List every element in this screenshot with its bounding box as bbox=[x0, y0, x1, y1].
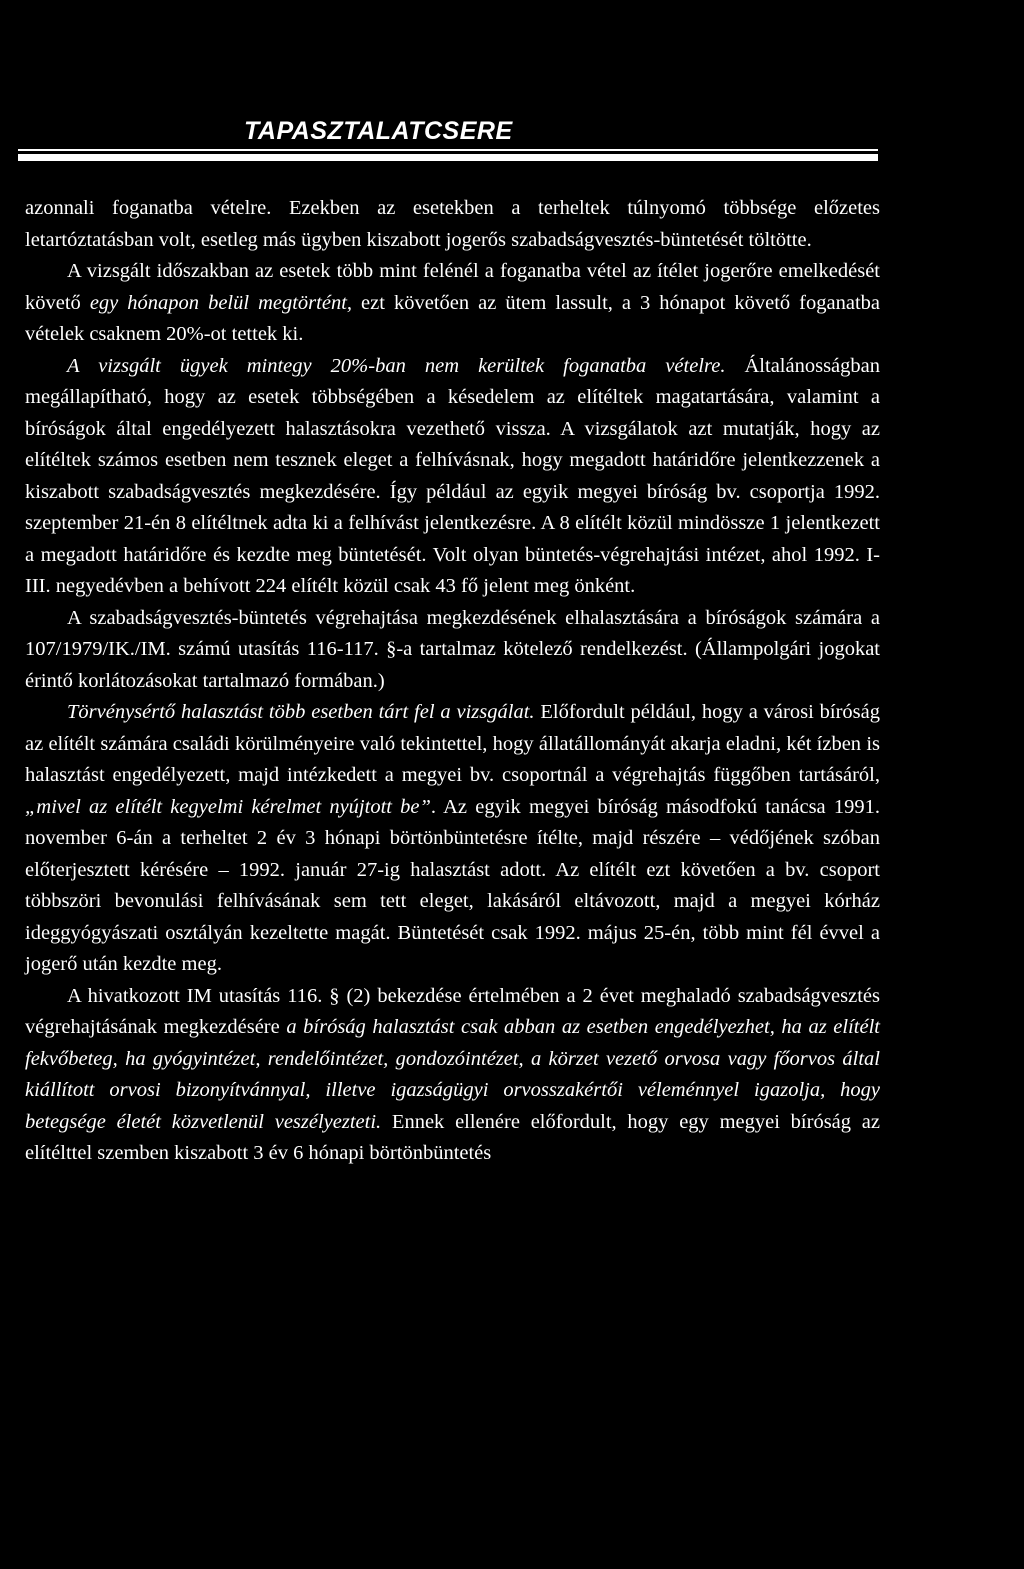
paragraph-3-emphasis: A vizsgált ügyek mintegy 20%-ban nem kerültek foganatba vételre. bbox=[67, 354, 726, 377]
paragraph-6-text-a: A hivatkozott IM utasítás 116. § (2) bekezdése értelmében a 2 évet meghaladó szabadságvesztés végrehajtásának megkezdésére bbox=[25, 984, 880, 1038]
paragraph-6 bbox=[25, 981, 880, 1170]
paragraph-3 bbox=[25, 351, 880, 603]
paragraph-1 bbox=[25, 193, 880, 256]
paragraph-5-emphasis: Törvénysértő halasztást több esetben tárt fel a vizsgálat. bbox=[67, 701, 535, 723]
paragraph-4-text: A szabadságvesztés-büntetés végrehajtása megkezdésének elhalasztására a bíróságok számára a 107/1979/IK./IM. számú utasítás 116-117. §-a tartalmaz kötelező rendelkezést. (Állampolgári jogokat érintő korlátozásokat tartalmazó formában.) bbox=[25, 606, 880, 692]
article-body bbox=[25, 193, 880, 1170]
paragraph-6-text-b: Ennek ellenére előfordult, hogy egy megyei bíróság az elítélttel szemben kiszabott 3 év 6 hónapi börtönbüntetés bbox=[25, 1110, 880, 1164]
page-header bbox=[18, 112, 878, 162]
paragraph-5-text-b: . Az egyik megyei bíróság másodfokú tanácsa 1991. november 6-án a terheltet 2 év 3 hónapi börtönbüntetésre ítélte, majd részére – védőjének szóban előterjesztett kérésére – 1992. január 27-ig halasztást adott. Az elítélt ezt követően a bv. csoport többszöri bevonulási felhívásának sem tett eleget, lakásáról eltávozott, majd a megyei kórház ideggyógyászati osztályán kezeltette magát. Büntetését csak 1992. május 25-én, több mint fél évvel a jogerő után kezdte meg. bbox=[25, 795, 880, 975]
paragraph-2-emphasis: egy hónapon belül megtörtént, bbox=[89, 291, 353, 314]
header-rule-thick bbox=[18, 154, 878, 161]
paragraph-5-quote: „mivel az elítélt kegyelmi kérelmet nyújtott be” bbox=[25, 795, 431, 818]
paragraph-2-text-b: ezt követően az ütem lassult, a 3 hónapot követő foganatba vételek csaknem 20%-ot tettek ki. bbox=[25, 291, 881, 345]
paragraph-3-text: Általánosságban megállapítható, hogy az esetek többségében a késedelem az elítéltek magatartására, valamint a bíróságok által engedélyezett halasztásokra vezethető vissza. A vizsgálatok azt mutatják, hogy az elítéltek számos esetben nem tesznek eleget a felhívásnak, hogy megadott határidőre jelentkezzenek a kiszabott szabadságvesztés megkezdésére. Így például az egyik megyei bíróság bv. csoportja 1992. szeptember 21-én 8 elítéltnek adta ki a felhívást jelentkezésre. A 8 elítélt közül mindössze 1 jelentkezett a megadott határidőre és kezdte meg büntetését. Volt olyan büntetés-végrehajtási intézet, ahol 1992. I-III. negyedévben a behívott 224 elítélt közül csak 43 fő jelent meg önként. bbox=[25, 354, 880, 597]
paragraph-5 bbox=[25, 697, 880, 981]
paragraph-4 bbox=[25, 603, 880, 698]
header-rule-thin bbox=[18, 149, 878, 151]
paragraph-2 bbox=[25, 256, 880, 351]
paragraph-2-text-a: A vizsgált időszakban az esetek több mint felénél a foganatba vétel az ítélet jogerőre emelkedését követő bbox=[25, 260, 880, 314]
paragraph-5-text-a: Előfordult például, hogy a városi bíróság az elítélt számára családi körülményeire való tekintettel, hogy állatállományát akarja eladni, két ízben is halasztást engedélyezett, majd intézkedett a megyei bv. csoportnál a végrehajtás függőben tartásáról, bbox=[25, 701, 880, 786]
paragraph-6-emphasis: a bíróság halasztást csak abban az esetben engedélyezhet, ha az elítélt fekvőbeteg, ha gyógyintézet, rendelőintézet, gondozóintézet, a körzet vezető orvosa vagy főorvos által kiállított orvosi bizonyítvánnyal, illetve igazságügyi orvosszakértői véleménnyel igazolja, hogy betegsége életét közvetlenül veszélyezteti. bbox=[25, 1016, 880, 1133]
paragraph-1-text: azonnali foganatba vételre. Ezekben az esetekben a terheltek túlnyomó többsége előzetes letartóztatásban volt, esetleg más ügyben kiszabott jogerős szabadságvesztés-büntetését töltötte. bbox=[25, 197, 880, 251]
section-title: TAPASZTALATCSERE bbox=[244, 117, 513, 145]
